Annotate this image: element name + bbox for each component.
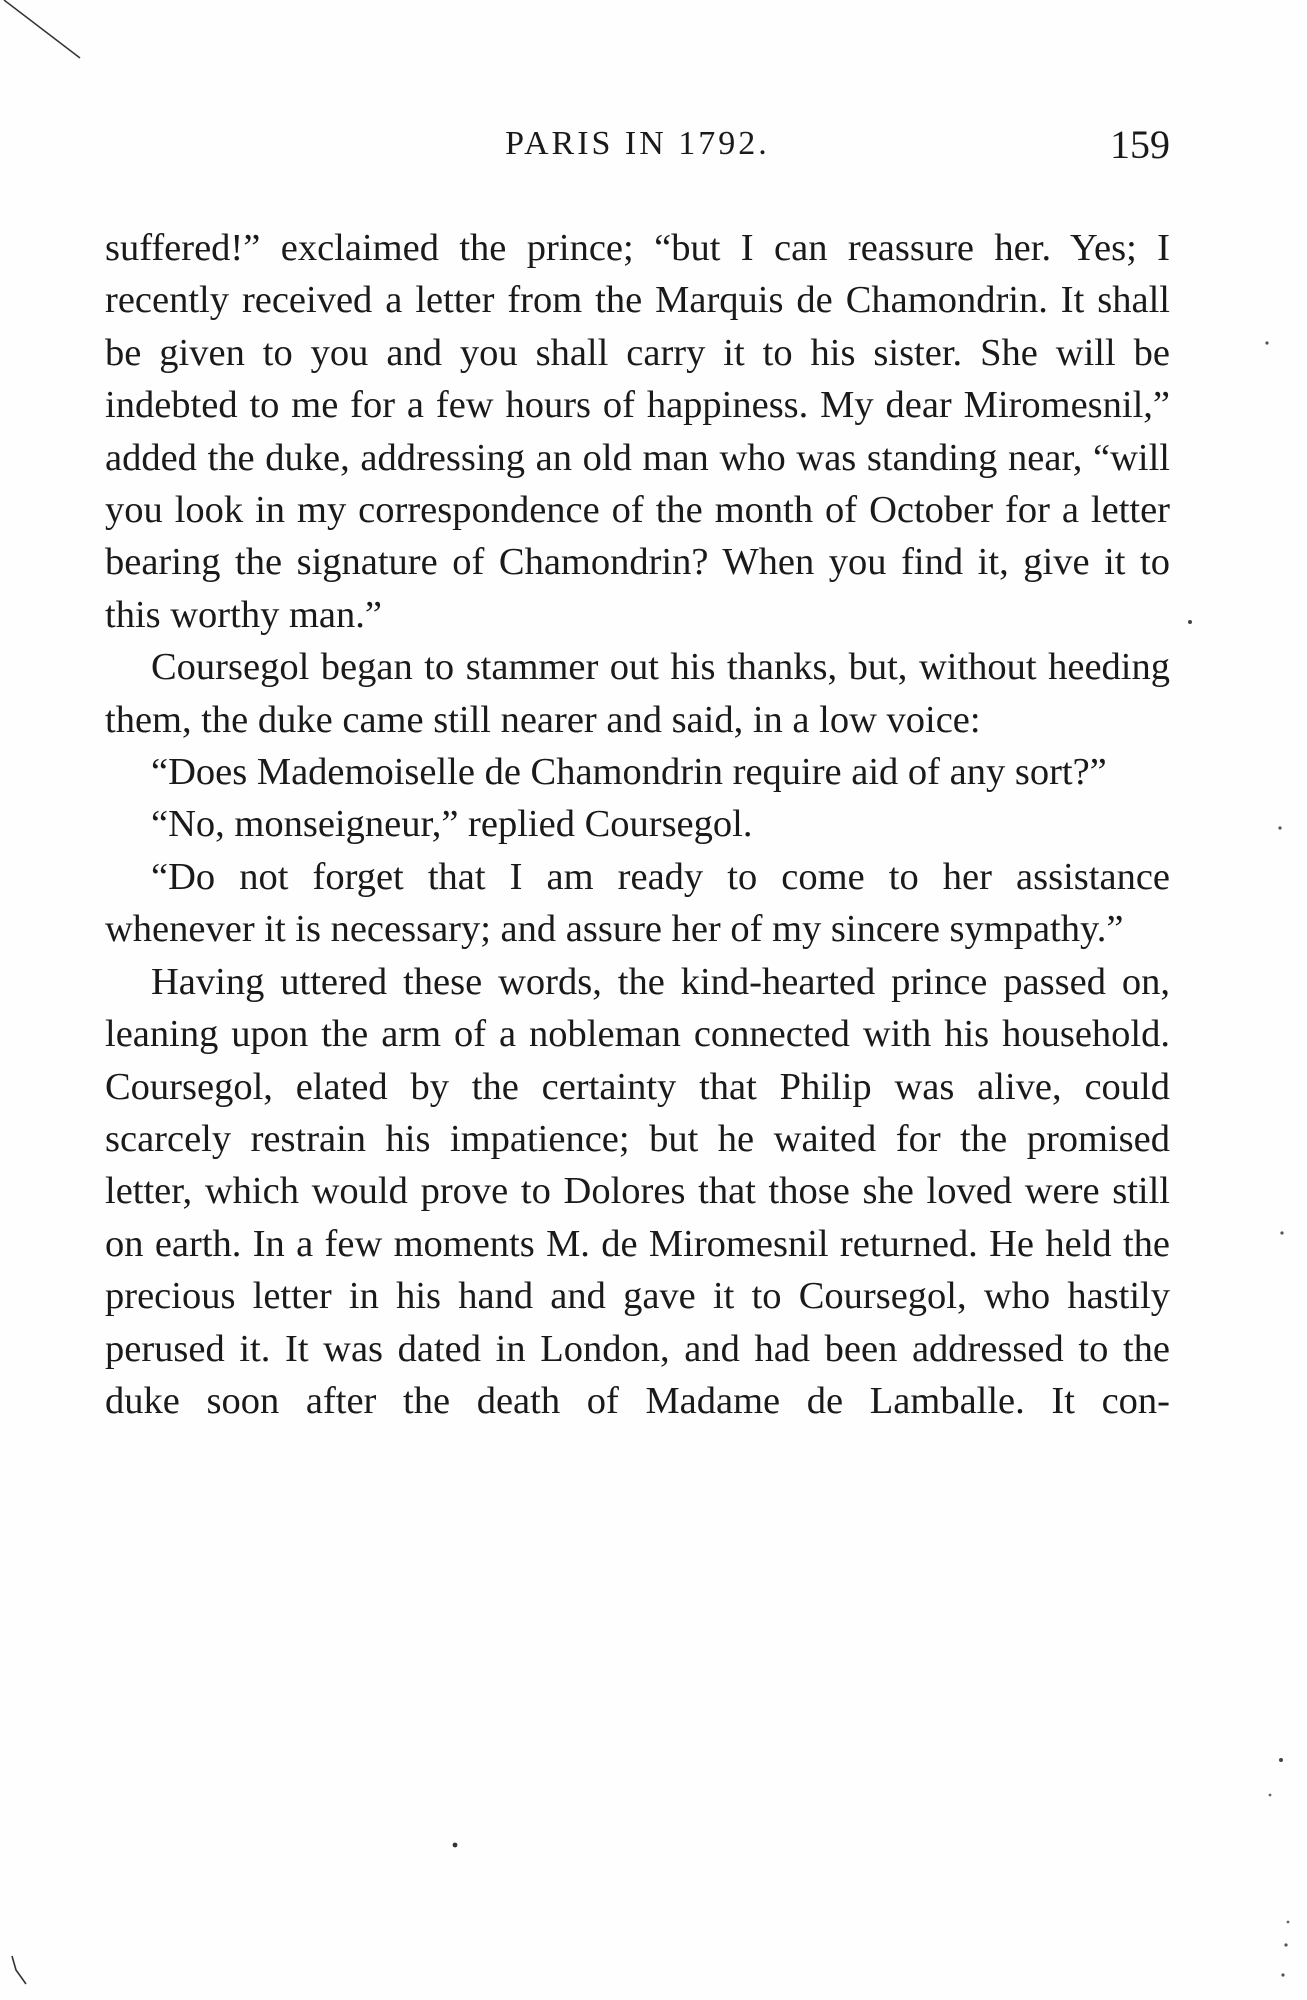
- paragraph: “No, monseigneur,” replied Coursegol.: [151, 803, 753, 846]
- corner-scan-mark: [12, 1956, 26, 1984]
- paragraph: “Do not forget that I am ready to come to her assistance whenever it is necessary; and assure her of my sincere sympathy.”: [105, 855, 1170, 951]
- paragraph: Coursegol began to stammer out his thanks, but, without heeding them, the duke came still nearer and said, in a low voice:: [105, 646, 1170, 741]
- corner-scan-mark: [4, 0, 80, 58]
- page-header: [105, 122, 1170, 175]
- paragraph: Having uttered these words, the kind-hearted prince passed on, leaning upon the arm of a nobleman connected with his household. Coursegol, elated by the certainty that Philip was alive, could scarcely restrain his impatience; but he waited for the promised letter, which would prove to Dolores that those she loved were still on earth. In a few moments M. de Miromesnil returned. He held the precious letter in his hand and gave it to Coursegol, who hastily perused it. It was dated in London, and had been addressed to the duke soon after the death of Madame de Lamballe. It con-: [105, 960, 1170, 1422]
- page-number: 159: [1110, 122, 1170, 167]
- dust-speck: [1280, 1231, 1283, 1234]
- dust-speck: [453, 1843, 458, 1848]
- dust-speck: [1279, 1758, 1283, 1762]
- dust-speck: [1281, 1973, 1284, 1976]
- dust-speck: [1269, 1794, 1272, 1797]
- body-text: [105, 222, 1170, 1427]
- dust-speck: [1287, 1921, 1290, 1924]
- running-head: PARIS IN 1792.: [505, 125, 770, 162]
- dust-speck: [1265, 341, 1268, 344]
- dust-speck: [1278, 826, 1281, 829]
- dust-speck: [1188, 620, 1192, 624]
- paragraph: suffered!” exclaimed the prince; “but I can reassure her. Yes; I recently received a letter from the Marquis de Chamondrin. It shall be given to you and you shall carry it to his sister. She will be indebted to me for a few hours of happiness. My dear Miromesnil,” added the duke, addressing an old man who was standing near, “will you look in my correspondence of the month of October for a letter bearing the signature of Chamondrin? When you find it, give it to this worthy man.”: [105, 227, 1170, 636]
- dust-speck: [1284, 1943, 1287, 1946]
- paragraph: “Does Mademoiselle de Chamondrin require aid of any sort?”: [151, 751, 1107, 794]
